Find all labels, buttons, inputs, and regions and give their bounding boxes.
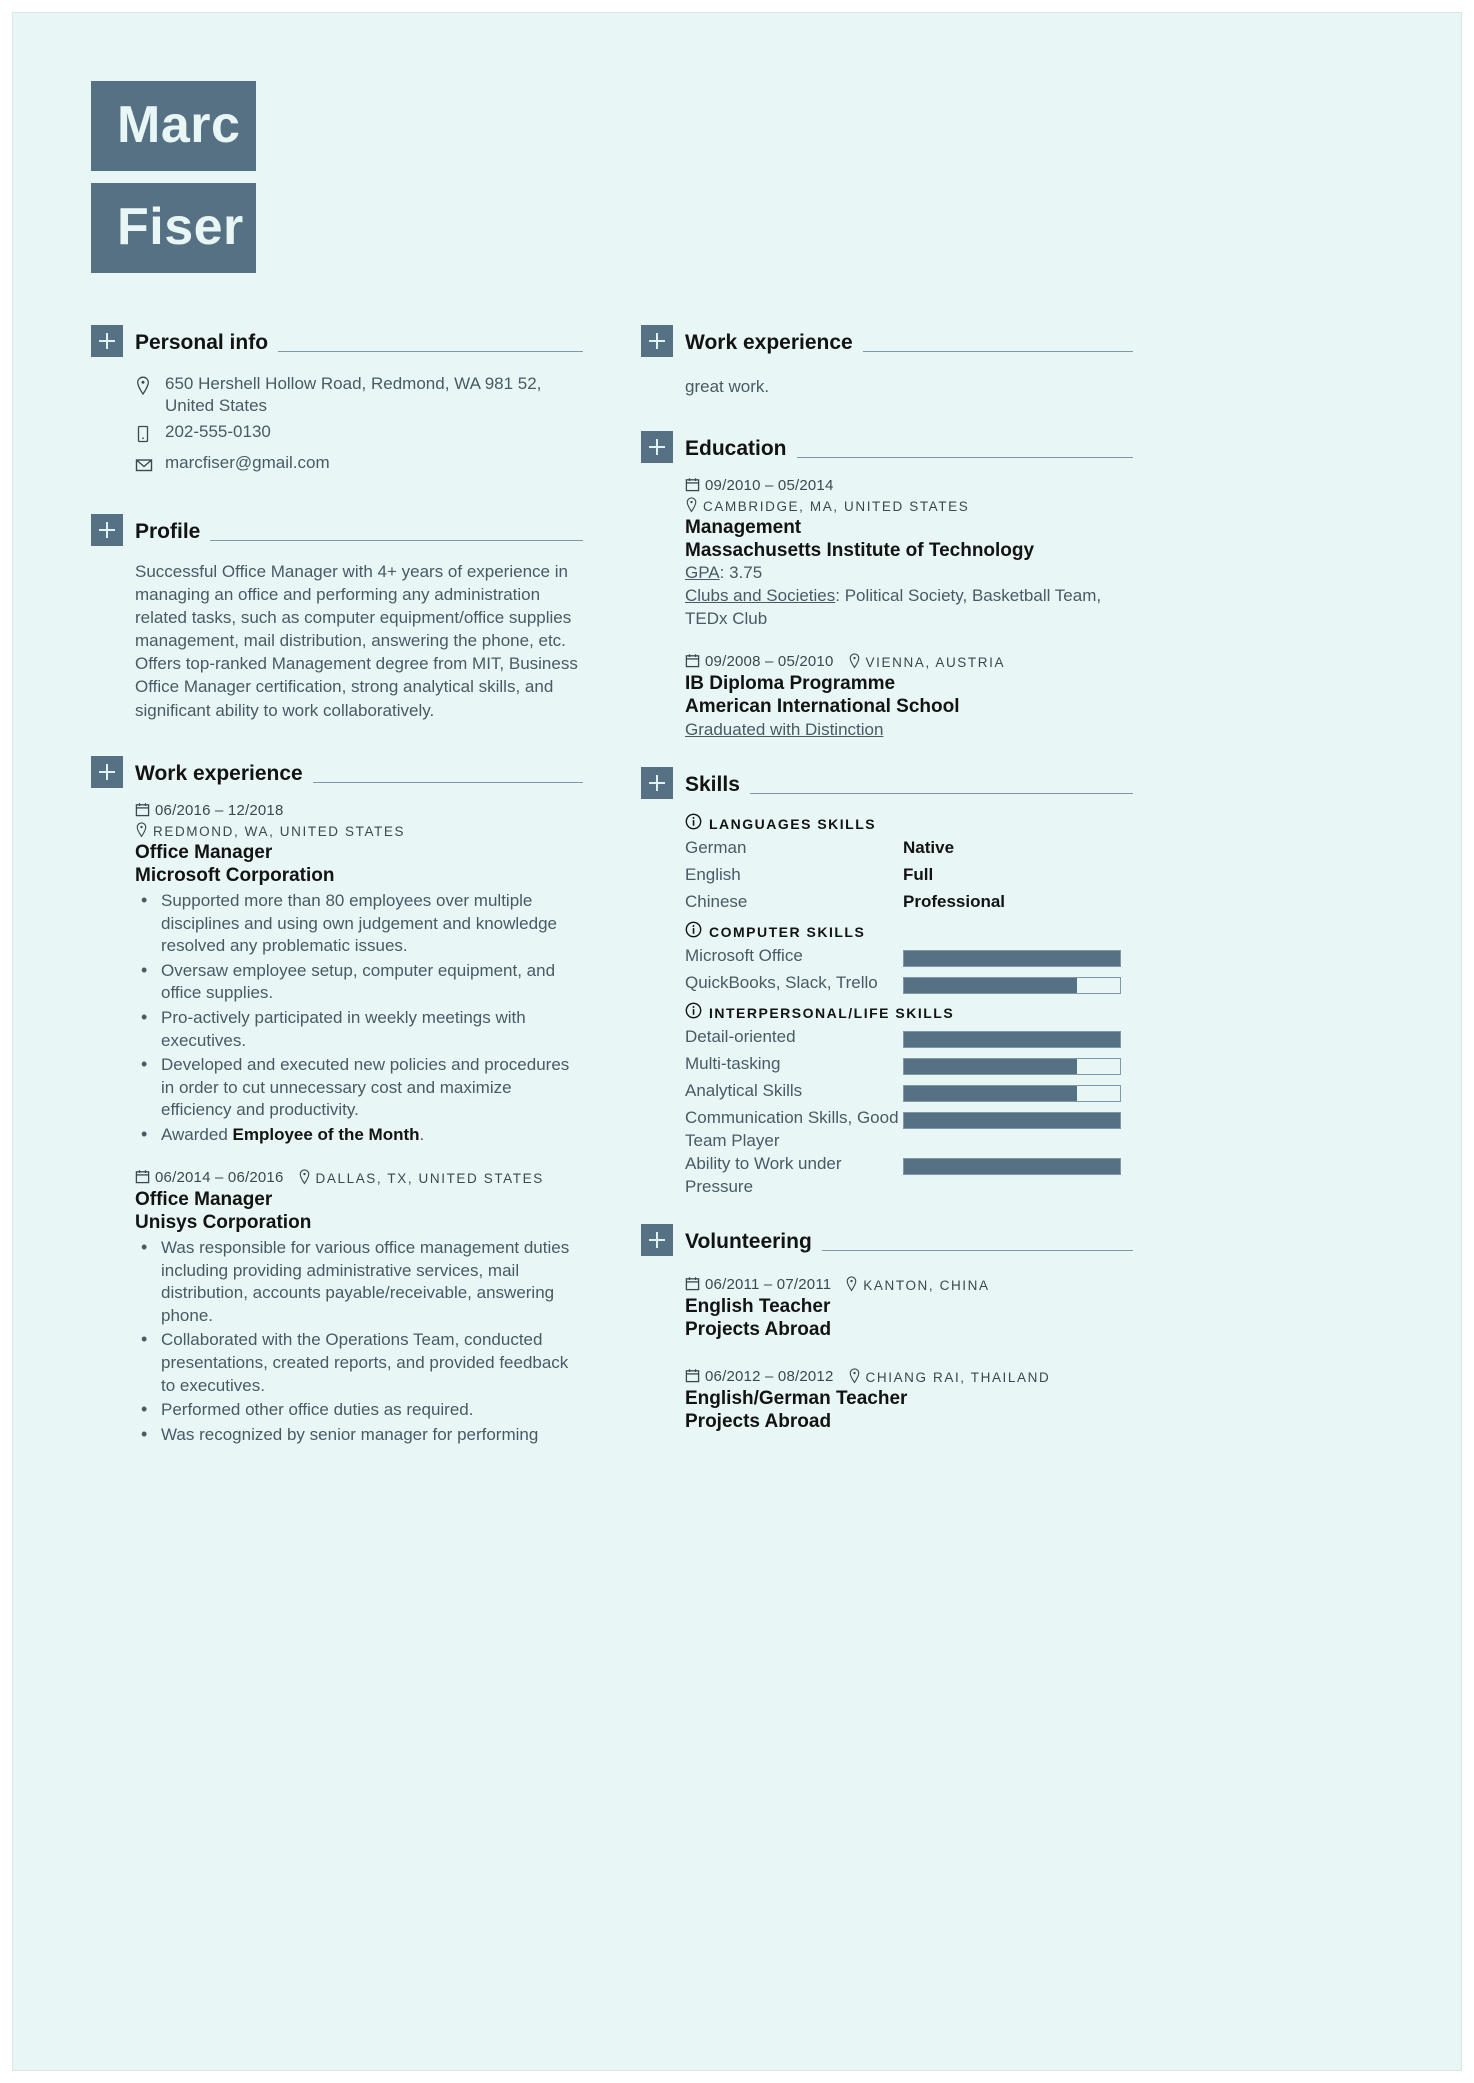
- education-entry: [685, 653, 1133, 741]
- section-title: Skills: [685, 773, 740, 797]
- skill-level-bar: [903, 977, 1121, 994]
- school-name: American International School: [685, 696, 960, 718]
- section-title: Work experience: [685, 331, 853, 354]
- entry-date: 06/2011 – 07/2011: [685, 1276, 831, 1295]
- contact-email: [135, 452, 583, 480]
- info-icon: [685, 1002, 702, 1024]
- contact-list: [91, 357, 583, 480]
- resume-page: [12, 12, 1462, 2071]
- entry-date: 09/2010 – 05/2014: [685, 477, 1119, 496]
- list-item: • Pro-actively participated in weekly meetings with executives.: [135, 1007, 583, 1052]
- skill-level-bar: [903, 950, 1121, 967]
- calendar-icon: [135, 1169, 150, 1188]
- skill-row: Multi-tasking: [685, 1053, 1133, 1079]
- calendar-icon: [685, 653, 700, 672]
- work-entry: [135, 1169, 583, 1447]
- clubs-value: : Political Society, Basketball Team, TEDx Club: [685, 586, 1102, 629]
- plus-icon: [91, 514, 123, 546]
- continued-text: great work.: [685, 377, 770, 396]
- phone-text: 202-555-0130: [165, 421, 271, 441]
- skill-level-bar: [903, 1058, 1121, 1075]
- divider: [797, 457, 1133, 458]
- list-item: • Awarded Employee of the Month.: [135, 1124, 583, 1147]
- degree-name: Management: [685, 517, 802, 538]
- volunteer-organization: Projects Abroad: [685, 1319, 832, 1341]
- location-pin-icon: [135, 822, 148, 841]
- calendar-icon: [685, 1276, 700, 1295]
- section-profile: [91, 514, 583, 722]
- section-work-experience-continued: [641, 325, 1133, 397]
- divider: [313, 782, 583, 783]
- section-title: Profile: [135, 519, 201, 543]
- entry-date: 09/2008 – 05/2010: [685, 653, 834, 672]
- contact-address: [135, 373, 583, 418]
- job-title: Office Manager: [135, 1188, 273, 1210]
- location-pin-icon: [848, 653, 861, 672]
- profile-paragraph: Successful Office Manager with 4+ years of experience in managing an office and performing any administration related tasks, such as computer equipment/office supplies management, mail distribution, answering the phone, etc.: [135, 561, 572, 651]
- list-item: • Was responsible for various office management duties including providing administrative services, mail distribution, accounts payable/receivable, answering phone.: [135, 1237, 583, 1327]
- distinction-label: Graduated with Distinction: [685, 719, 884, 739]
- education-entry: [685, 477, 1133, 631]
- list-item: • Developed and executed new policies and procedures in order to cut unnecessary cost and maximize efficiency and productivity.: [135, 1054, 583, 1122]
- entry-location: REDMOND, WA, UNITED STATES: [135, 824, 405, 839]
- gpa-value: : 3.75: [719, 563, 763, 583]
- list-item: • Was recognized by senior manager for performing: [135, 1424, 583, 1447]
- list-item: • Collaborated with the Operations Team, conducted presentations, created reports, and provided feedback to executives.: [135, 1329, 583, 1397]
- volunteer-organization: Projects Abroad: [685, 1410, 832, 1432]
- calendar-icon: [135, 802, 150, 821]
- education-entries: [641, 463, 1133, 741]
- school-name: Massachusetts Institute of Technology: [685, 540, 1035, 562]
- phone-icon: [135, 421, 165, 449]
- skills-body: [641, 799, 1133, 1198]
- skill-group-heading: COMPUTER SKILLS: [685, 921, 1133, 943]
- list-item: • Supported more than 80 employees over multiple disciplines and using own judgement and knowledge resolved any problematic issues.: [135, 890, 583, 958]
- skill-row: Chinese Professional: [685, 892, 1006, 912]
- volunteer-role: English Teacher: [685, 1296, 831, 1318]
- job-title: Office Manager: [135, 841, 273, 863]
- location-pin-icon: [848, 1368, 861, 1387]
- responsibility-list: [135, 890, 583, 1147]
- work-entry: [135, 802, 583, 1147]
- employer-name: Microsoft Corporation: [135, 864, 335, 886]
- skill-level-bar: [903, 1031, 1121, 1048]
- entry-location: DALLAS, TX, UNITED STATES: [298, 1169, 544, 1188]
- plus-icon: [641, 1224, 673, 1256]
- skill-group-heading: LANGUAGES SKILLS: [685, 813, 1133, 835]
- gpa-line: [685, 562, 1133, 585]
- employer-name: Unisys Corporation: [135, 1211, 312, 1233]
- degree-name: IB Diploma Programme: [685, 673, 896, 695]
- name-header: [91, 81, 1383, 273]
- section-title: Education: [685, 437, 787, 460]
- skill-group-heading: INTERPERSONAL/LIFE SKILLS: [685, 1002, 1133, 1024]
- entry-date: 06/2014 – 06/2016: [135, 1169, 284, 1188]
- skill-row: Ability to Work under Pressure: [685, 1153, 1133, 1198]
- plus-icon: [91, 756, 123, 788]
- divider: [750, 793, 1133, 794]
- clubs-line: [685, 585, 1133, 631]
- work-continued-body: [641, 357, 1133, 397]
- email-text: marcfiser@gmail.com: [165, 452, 330, 472]
- volunteering-entries: [641, 1256, 1133, 1433]
- plus-icon: [641, 325, 673, 357]
- plus-icon: [91, 325, 123, 357]
- divider: [863, 351, 1133, 352]
- location-pin-icon: [845, 1276, 858, 1295]
- skill-level-bar: [903, 1112, 1121, 1129]
- entry-location: CHIANG RAI, THAILAND: [848, 1368, 1051, 1387]
- section-volunteering: [641, 1224, 1133, 1433]
- entry-location: KANTON, CHINA: [845, 1276, 989, 1295]
- section-title: Personal info: [135, 331, 269, 354]
- skill-row: QuickBooks, Slack, Trello: [685, 972, 1133, 998]
- first-name-block: Marc: [91, 81, 256, 171]
- location-pin-icon: [298, 1169, 311, 1188]
- work-entries: [91, 788, 583, 1447]
- info-icon: [685, 813, 702, 835]
- volunteering-entry: [685, 1368, 1133, 1433]
- profile-paragraph: Offers top-ranked Management degree from MIT, Business Office Manager certification, strong analytical skills, and significant ability to work collaboratively.: [135, 654, 578, 720]
- location-pin-icon: [135, 373, 165, 401]
- last-name-block: Fiser: [91, 183, 256, 273]
- section-title: Volunteering: [685, 1230, 812, 1254]
- address-text: 650 Hershell Hollow Road, Redmond, WA 981 52, United States: [165, 374, 542, 416]
- section-personal-info: [91, 325, 583, 480]
- list-item: • Performed other office duties as required.: [135, 1399, 583, 1422]
- plus-icon: [641, 767, 673, 799]
- profile-body: [91, 546, 583, 722]
- clubs-label: Clubs and Societies: [685, 586, 836, 606]
- volunteering-entry: [685, 1276, 1133, 1341]
- divider: [278, 351, 583, 352]
- skill-row: English Full: [685, 865, 934, 885]
- calendar-icon: [685, 477, 700, 496]
- divider: [822, 1250, 1133, 1251]
- entry-location: CAMBRIDGE, MA, UNITED STATES: [685, 499, 969, 514]
- skill-level-bar: [903, 1158, 1121, 1175]
- plus-icon: [641, 431, 673, 463]
- gpa-label: GPA: [685, 563, 720, 583]
- section-education: [641, 431, 1133, 741]
- responsibility-list: [135, 1237, 583, 1446]
- calendar-icon: [685, 1368, 700, 1387]
- envelope-icon: [135, 452, 165, 480]
- skill-level-bar: [903, 1085, 1121, 1102]
- skill-row: German Native: [685, 838, 955, 858]
- skill-row: Detail-oriented: [685, 1026, 1133, 1052]
- entry-location: VIENNA, AUSTRIA: [848, 653, 1006, 672]
- skill-row: Microsoft Office: [685, 945, 1133, 971]
- section-skills: [641, 767, 1133, 1198]
- contact-phone: [135, 421, 583, 449]
- list-item: • Oversaw employee setup, computer equipment, and office supplies.: [135, 960, 583, 1005]
- left-column: [91, 325, 583, 1469]
- distinction-line: [685, 719, 1133, 742]
- right-column: [641, 325, 1133, 1469]
- location-pin-icon: [685, 497, 698, 516]
- volunteer-role: English/German Teacher: [685, 1387, 908, 1409]
- divider: [210, 540, 583, 541]
- entry-date: 06/2012 – 08/2012: [685, 1368, 834, 1387]
- section-work-experience: [91, 756, 583, 1447]
- section-title: Work experience: [135, 761, 303, 785]
- info-icon: [685, 921, 702, 943]
- entry-date: 06/2016 – 12/2018: [135, 802, 569, 821]
- skill-row: Communication Skills, Good Team Player: [685, 1107, 1133, 1152]
- skill-row: Analytical Skills: [685, 1080, 1133, 1106]
